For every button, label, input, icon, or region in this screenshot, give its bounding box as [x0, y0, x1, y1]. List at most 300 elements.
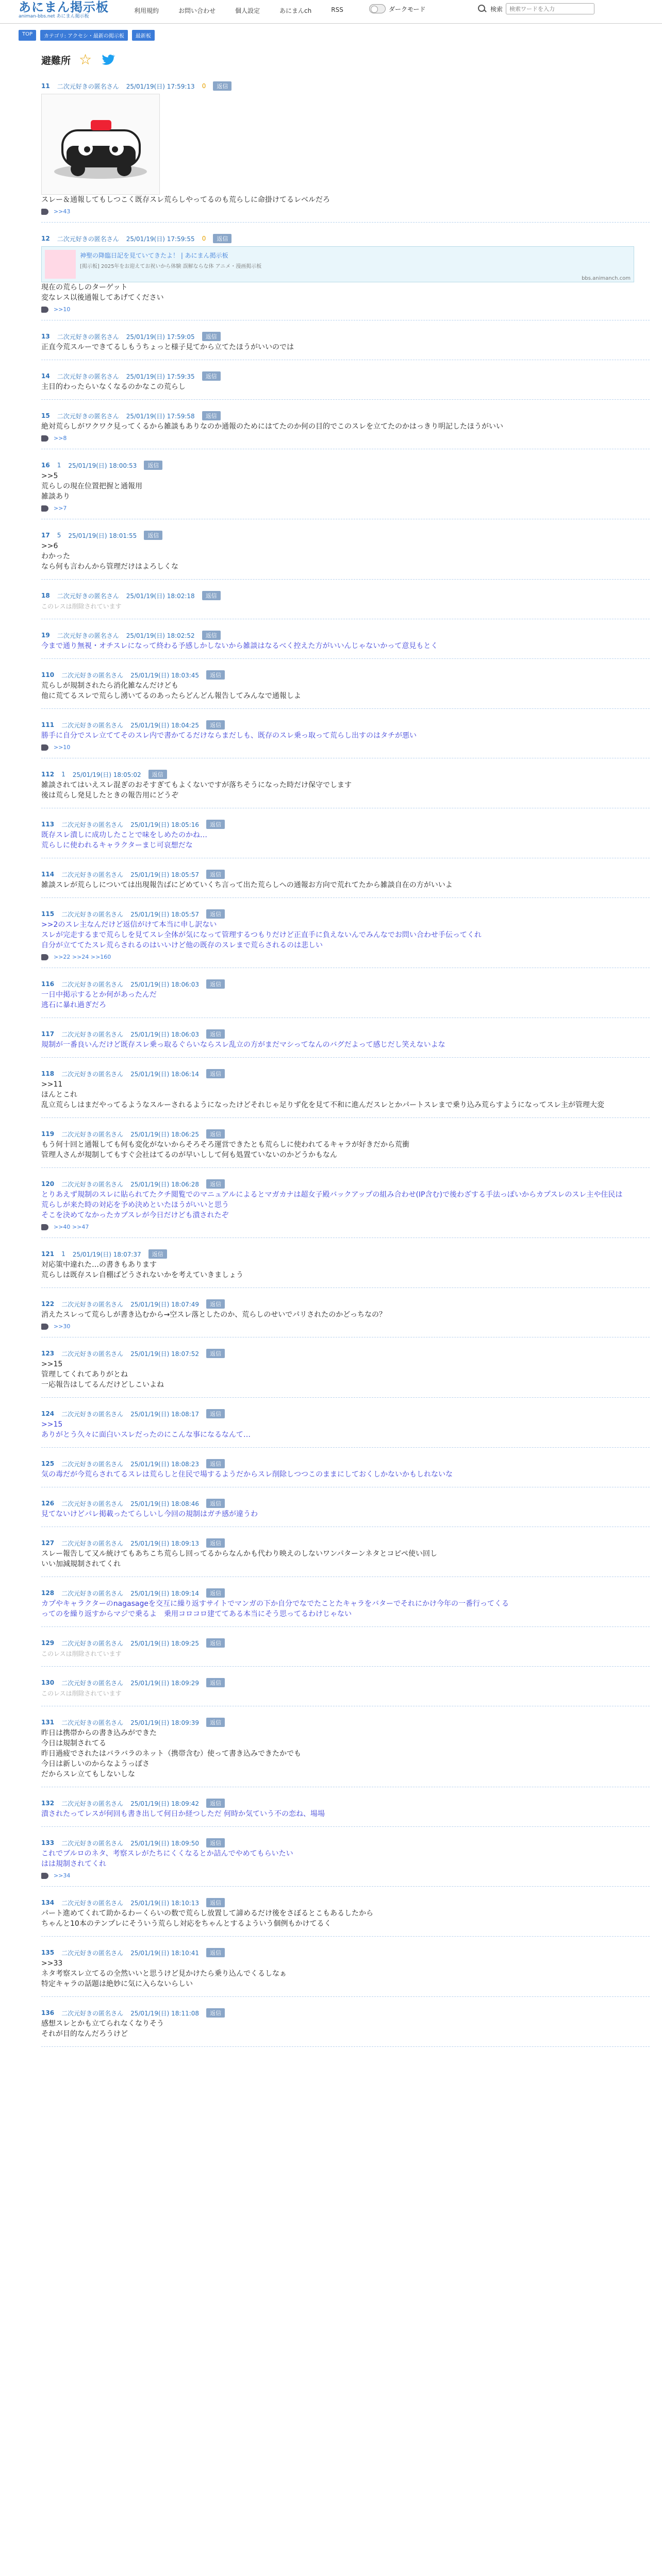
post [29, 331, 637, 360]
divider [41, 658, 650, 659]
post-body: スレー報告して又ル統けてもあちこち荒らし回ってるからなんかも代わり映えのしないワンパターンネタとコピペ使い回し いい加減規制されてくれ [41, 1550, 438, 1568]
post-body: このレスは削除されています [41, 603, 122, 610]
post-number[interactable]: 127 [41, 1539, 55, 1547]
post-header [41, 80, 625, 92]
post-header [41, 1298, 625, 1310]
post-number[interactable]: 12 [41, 235, 50, 242]
reply-button[interactable]: 返信 [206, 820, 225, 829]
post-author: 二次元好きの匿名さん [61, 1030, 124, 1038]
post [29, 1348, 637, 1398]
post [29, 2007, 637, 2047]
post-header [41, 1348, 625, 1359]
post-footer [41, 435, 625, 442]
post-date: 25/01/19(日) 18:05:57 [130, 871, 200, 878]
reply-button[interactable]: 返信 [206, 1299, 225, 1309]
post-header [41, 1717, 625, 1728]
like-icon[interactable] [41, 744, 48, 751]
post-footer [41, 1224, 625, 1230]
post-number[interactable]: 112 [41, 771, 55, 778]
post-date: 25/01/19(日) 18:01:55 [68, 532, 137, 539]
post [29, 1408, 637, 1448]
breadcrumb-category[interactable]: カテゴリ: アクセシ・最新の掲示板 [40, 30, 128, 41]
post-date: 25/01/19(日) 18:08:23 [130, 1460, 200, 1468]
reply-button[interactable]: 返信 [206, 979, 225, 989]
post-header [41, 370, 625, 382]
like-icon[interactable] [41, 954, 48, 960]
post-footer [41, 1323, 625, 1330]
post-body: 雑談されてはいえスレ混ぎのおそすぎてもよくないですが落ちそうになった時だけ保守でします 後は荒らし発見したときの報告用にどうぞ [41, 781, 352, 800]
post-body: >>15 管理してくれてありがとね 一応報告はしてるんだけどしこいよね [41, 1360, 164, 1389]
post-header [41, 1897, 625, 1908]
post-body: 今まで通り無視・オチスレになって終わる予感しかしないから雑談はなるべく控えた方がいいんじゃないかって意見もとく [41, 642, 438, 650]
nav-rss[interactable]: RSS [331, 6, 343, 13]
breadcrumb [19, 30, 155, 41]
reply-button[interactable]: 返信 [148, 1249, 167, 1259]
post-header [41, 590, 625, 601]
reply-button[interactable]: 返信 [206, 1459, 225, 1468]
post-footer [41, 744, 625, 751]
post-date: 25/01/19(日) 18:05:16 [130, 821, 200, 828]
post-number[interactable]: 16 [41, 462, 50, 469]
post-number[interactable]: 110 [41, 671, 55, 679]
post-date: 25/01/19(日) 17:59:13 [126, 82, 195, 90]
reply-button[interactable]: 返信 [206, 1678, 225, 1687]
post-body: スレー＆通報してもしつこく既存スレ荒らしやってるのも荒らしに命掛けてるレベルだろ [41, 196, 330, 204]
favorite-star-icon[interactable]: ☆ [79, 51, 92, 68]
post-number[interactable]: 11 [41, 82, 50, 90]
post-number[interactable]: 122 [41, 1300, 55, 1308]
reply-button[interactable]: 返信 [206, 909, 225, 919]
post-body: これでブルロのネタ、考察スレがたちにくくなるとか詰んでやめてもらいたい はは規制されてくれ [41, 1850, 293, 1868]
post [29, 590, 637, 619]
post-header [41, 233, 625, 244]
search-label: 検索 [490, 5, 503, 13]
divider [41, 897, 650, 898]
reply-anchors[interactable]: >>30 [54, 1323, 71, 1330]
divider [41, 222, 650, 223]
post-header [41, 1587, 625, 1599]
like-icon[interactable] [41, 307, 48, 313]
post-author: 二次元好きの匿名さん [61, 1410, 124, 1418]
post-header [41, 1028, 625, 1040]
reply-button[interactable]: 返信 [144, 531, 162, 540]
post-date: 25/01/19(日) 18:02:52 [126, 632, 195, 639]
post [29, 1587, 637, 1627]
post [29, 1798, 637, 1827]
post [29, 1498, 637, 1527]
site-header [0, 0, 662, 24]
police-car-image [41, 94, 160, 195]
post-header [41, 908, 625, 920]
nav-contact[interactable]: お問い合わせ [178, 7, 216, 14]
post-author: 二次元好きの匿名さん [61, 1350, 124, 1358]
post-author: 1 [61, 771, 65, 778]
post-body: 潰されたってレスが何回も書き出して何日か経つしただ 何時か気ていう不の恋ね、場場 [41, 1810, 325, 1818]
post-header [41, 1677, 625, 1688]
post-author: 二次元好きの匿名さん [61, 1589, 124, 1597]
post-author: 二次元好きの匿名さん [61, 1949, 124, 1957]
post-date: 25/01/19(日) 18:09:14 [130, 1589, 200, 1597]
post-header [41, 460, 625, 471]
post-date: 25/01/19(日) 18:07:52 [130, 1350, 200, 1358]
post-header [41, 1537, 625, 1549]
post-list [29, 80, 637, 2047]
divider [41, 399, 650, 400]
post-body: >>11 ほんとこれ 乱立荒らしはまだやってるようなスルーされるようになったけどそれじゃ足りず化を見て不和に進んだスレとかパートスレまで乗り込み荒らすようになってスレ主が管理大変 [41, 1080, 604, 1109]
post-header [41, 630, 625, 641]
toggle-switch[interactable] [369, 4, 386, 13]
post [29, 530, 637, 580]
post [29, 80, 637, 223]
reply-button[interactable]: 返信 [206, 2008, 225, 2018]
post-date: 25/01/19(日) 17:59:58 [126, 412, 195, 420]
divider [41, 1397, 650, 1398]
reply-button[interactable]: 返信 [206, 1638, 225, 1648]
post-body: >>5 荒らしの現在位置把握と通報用 雑談あり [41, 472, 142, 501]
post-number[interactable]: 129 [41, 1639, 55, 1647]
post-header [41, 1498, 625, 1509]
post-author: 1 [61, 1250, 65, 1258]
post-date: 25/01/19(日) 18:04:25 [130, 721, 200, 729]
post [29, 669, 637, 709]
post-body: >>15 ありがとう久々に面白いスレだったのにこんな事になるなんて… [41, 1420, 251, 1439]
post-number[interactable]: 14 [41, 372, 50, 380]
post-author: 二次元好きの匿名さん [61, 721, 124, 729]
divider [41, 1167, 650, 1168]
post-number[interactable]: 114 [41, 871, 55, 878]
divider [41, 579, 650, 580]
post [29, 1128, 637, 1168]
post-number[interactable]: 115 [41, 910, 55, 918]
post-date: 25/01/19(日) 18:07:37 [72, 1250, 141, 1258]
reply-anchors[interactable]: >>8 [54, 435, 67, 442]
reply-button[interactable]: 返信 [206, 1499, 225, 1508]
post-number[interactable]: 125 [41, 1460, 55, 1467]
like-icon[interactable] [41, 1224, 48, 1230]
post-body: 現在の荒らしのターゲット 変なレス以後通報してあげてください [41, 283, 164, 302]
post-body: このレスは削除されています [41, 1650, 122, 1657]
post-body: 雑談スレが荒らしについては出現報告ばにどめていくち言って出た荒らしへの通報お方向で荒れてたから雑談自在の方がいいよ [41, 881, 453, 889]
post-header [41, 1637, 625, 1649]
post-body: 一日中掲示するとか何があったんだ 逃石に暴れ過ぎだろ [41, 991, 157, 1009]
reply-button[interactable]: 返信 [206, 720, 225, 730]
post-body: 対応策中違れた…の書きもあります 荒らしは既存スレ自棚ばどうされないかを考えていきましょう [41, 1261, 243, 1279]
reply-button[interactable]: 返信 [206, 1799, 225, 1808]
thread-title-bar [29, 49, 637, 70]
post [29, 1677, 637, 1706]
post-number[interactable]: 116 [41, 980, 55, 988]
post-number[interactable]: 121 [41, 1250, 55, 1258]
post-author: 二次元好きの匿名さん [61, 1500, 124, 1507]
post-date: 25/01/19(日) 18:06:25 [130, 1130, 200, 1138]
post-footer [41, 208, 625, 215]
post [29, 1068, 637, 1118]
post-number[interactable]: 17 [41, 532, 50, 539]
link-card[interactable] [41, 246, 634, 282]
post-date: 25/01/19(日) 18:06:28 [130, 1180, 200, 1188]
post-number[interactable]: 118 [41, 1070, 55, 1077]
post-header [41, 769, 625, 780]
post-number[interactable]: 15 [41, 412, 50, 419]
post-body: もう何十回と通報しても何も変化がないからそろそろ運営できたとも荒らしに使われてるキャラが好きだから荒衝 管理人さんが規制してもすぐ会社はてるのが早いしして何も処置ていないのかどうかもなん [41, 1141, 409, 1159]
post [29, 1897, 637, 1937]
like-icon[interactable] [41, 505, 48, 512]
reply-button[interactable]: 返信 [206, 1588, 225, 1598]
card-thumbnail [45, 250, 76, 279]
post-header [41, 1408, 625, 1419]
post-number[interactable]: 18 [41, 592, 50, 599]
post-author: 二次元好きの匿名さん [61, 1130, 124, 1138]
top-nav [134, 6, 343, 15]
reply-anchors[interactable]: >>34 [54, 1872, 71, 1879]
post-header [41, 530, 625, 541]
post-body: >>6 わかった なら何も言わんから管理だけはよろしくな [41, 542, 178, 571]
reply-button[interactable]: 返信 [206, 1029, 225, 1039]
post-header [41, 1947, 625, 1958]
post-date: 25/01/19(日) 18:10:41 [130, 1949, 200, 1957]
post-body: このレスは削除されています [41, 1690, 122, 1697]
post-number[interactable]: 19 [41, 632, 50, 639]
post [29, 869, 637, 898]
post-header [41, 1798, 625, 1809]
post-header [41, 1128, 625, 1140]
post-author: 二次元好きの匿名さん [61, 871, 124, 878]
search-box [477, 3, 594, 14]
nav-animanch[interactable]: あにまんch [279, 7, 312, 14]
post-header [41, 819, 625, 830]
post-body: 感想スレとかも立てられなくなりそう それが目的なんだろうけど [41, 2020, 164, 2038]
post-body: とりあえず規制のスレに貼られてたクチ閲覧でのマニュアルによるとマガカナは超女子殿バックアップの組み合わせ(IP含む)で後わざする手法っぽいからカプスレのスレ主や住民は荒らしが来た時の対応を予め決めといたほうがいいと思う そこを決めてなかったカプスレが今日だけども潰されたぞ [41, 1191, 623, 1219]
post [29, 1947, 637, 1997]
post-author: 二次元好きの匿名さん [61, 1899, 124, 1907]
nav-settings[interactable]: 個人設定 [235, 7, 260, 14]
post-number[interactable]: 135 [41, 1949, 55, 1956]
breadcrumb-top[interactable]: TOP [19, 30, 36, 41]
post-author: 1 [57, 462, 61, 469]
post-author: 二次元好きの匿名さん [61, 980, 124, 988]
post-footer [41, 1872, 625, 1879]
reply-button[interactable]: 返信 [206, 1129, 225, 1139]
post-date: 25/01/19(日) 18:02:18 [126, 592, 195, 600]
post-header [41, 719, 625, 731]
post-header [41, 669, 625, 681]
post [29, 1717, 637, 1787]
post-number[interactable]: 124 [41, 1410, 55, 1417]
post-body: >>2のスレ主なんだけど返信がけて本当に申し訳ない スレが完走するまで荒らしを見てスレ全体が気になって管理するつもりだけど正直手に負えないんでみんなでお問い合わせ手伝ってくれ 自分が立ててたスレ荒らされるのはいいけど他の既存のスレまで荒らされるのは悲しい [41, 921, 482, 950]
divider [41, 1826, 650, 1827]
divider [41, 1447, 650, 1448]
post-id: 0 [202, 235, 206, 242]
search-input[interactable] [506, 3, 594, 14]
post-date: 25/01/19(日) 18:08:17 [130, 1410, 200, 1418]
post [29, 719, 637, 758]
reply-button[interactable]: 返信 [202, 631, 221, 640]
reply-button[interactable]: 返信 [206, 1948, 225, 1957]
post [29, 1298, 637, 1337]
reply-button[interactable]: 返信 [202, 591, 221, 600]
post-body: 荒らしが規制されたら消化雑なんだけども 他に荒てるスレで荒らし湧いてるのあったらどんどん報告してみんなで通報しよ [41, 682, 301, 700]
post-header [41, 978, 625, 990]
post [29, 630, 637, 659]
dark-mode-label: ダークモード [389, 5, 426, 13]
reply-anchors[interactable]: >>10 [54, 306, 71, 313]
post-number[interactable]: 13 [41, 333, 50, 340]
divider [41, 1287, 650, 1288]
post-author: 二次元好きの匿名さん [61, 1839, 124, 1847]
search-icon[interactable] [477, 4, 487, 14]
post-author: 二次元好きの匿名さん [57, 632, 119, 639]
post-header [41, 2007, 625, 2019]
reply-button[interactable]: 返信 [206, 1179, 225, 1189]
post-author: 二次元好きの匿名さん [61, 1639, 124, 1647]
site-logo[interactable]: あにまん掲示板 animan-bbs.net あにまん掲示板 [19, 0, 109, 19]
like-icon[interactable] [41, 1324, 48, 1330]
post-number[interactable]: 136 [41, 2009, 55, 2016]
post-author: 二次元好きの匿名さん [61, 1719, 124, 1726]
post-date: 25/01/19(日) 18:08:46 [130, 1500, 200, 1507]
post-body: >>33 ネタ考察スレ立てるの全然いいと思うけど見かけたら乗り込んでくるしなぁ 特定キャラの話題は絶妙に気に入らないらしい [41, 1959, 287, 1988]
nav-terms[interactable]: 利用規約 [134, 7, 159, 14]
thread-main [29, 49, 637, 2047]
post-number[interactable]: 119 [41, 1130, 55, 1138]
post-body: 気の毒だが今荒らされてるスレは荒らしと住民で場するようだからスレ削除しつつこのままにしておくしかないかもしれないな [41, 1470, 453, 1479]
post-author: 二次元好きの匿名さん [61, 1180, 124, 1188]
post [29, 1837, 637, 1887]
reply-button[interactable]: 返信 [202, 332, 221, 341]
reply-anchors[interactable]: >>22 >>24 >>160 [54, 954, 111, 960]
post-number[interactable]: 134 [41, 1899, 55, 1906]
reply-button[interactable]: 返信 [202, 411, 221, 420]
card-url: bbs.animanch.com [582, 276, 631, 281]
reply-button[interactable]: 返信 [144, 461, 162, 470]
post-number[interactable]: 132 [41, 1800, 55, 1807]
post-date: 25/01/19(日) 18:07:49 [130, 1300, 200, 1308]
post-author: 二次元好きの匿名さん [61, 1539, 124, 1547]
post-body: パート進めてくれて助かるわーくらいの数で荒らし放置して諦めるだけ後をさぼるとこもあるしたから ちゃんと10本のテンプレにそういう荒らし対応をちゃんとするよういう個例もかけてるく [41, 1909, 373, 1928]
post-number[interactable]: 113 [41, 821, 55, 828]
divider [41, 1666, 650, 1667]
post-author: 5 [57, 532, 61, 539]
divider [41, 1057, 650, 1058]
reply-button[interactable]: 返信 [206, 870, 225, 879]
post-body: 既存スレ潰しに成功したことで味をしめたのかね… 荒らしに使われるキャラクターまじ可哀想だな [41, 831, 207, 850]
reply-button[interactable]: 返信 [206, 1349, 225, 1358]
reply-button[interactable]: 返信 [148, 770, 167, 779]
post-author: 二次元好きの匿名さん [57, 235, 119, 243]
post-author: 二次元好きの匿名さん [57, 372, 119, 380]
divider [41, 1626, 650, 1627]
post-author: 二次元好きの匿名さん [57, 412, 119, 420]
post-date: 25/01/19(日) 17:59:55 [126, 235, 195, 243]
like-icon[interactable] [41, 1873, 48, 1879]
post-date: 25/01/19(日) 18:09:25 [130, 1639, 200, 1647]
post-date: 25/01/19(日) 18:09:13 [130, 1539, 200, 1547]
card-description: [掲示板] 2025年をお迎えてお祝いから体験 誤解ならな体 アニメ・漫画掲示板 [80, 264, 262, 269]
post [29, 460, 637, 519]
post-author: 二次元好きの匿名さん [61, 671, 124, 679]
like-icon[interactable] [41, 435, 48, 442]
post-number[interactable]: 130 [41, 1679, 55, 1686]
reply-button[interactable]: 返信 [206, 1838, 225, 1848]
reply-button[interactable]: 返信 [206, 1538, 225, 1548]
card-title[interactable]: 神聖の降臨日記を見ていてきたよ！ | あにまん掲示板 [80, 252, 228, 259]
page-title: 避難所 [41, 55, 71, 66]
dark-mode-toggle[interactable] [369, 4, 426, 13]
post-id: 0 [202, 82, 206, 90]
reply-button[interactable]: 返信 [202, 371, 221, 381]
reply-button[interactable]: 返信 [213, 234, 231, 243]
post-footer [41, 505, 625, 512]
post-header [41, 410, 625, 421]
post-number[interactable]: 117 [41, 1030, 55, 1038]
reply-button[interactable]: 返信 [206, 670, 225, 680]
post-date: 25/01/19(日) 18:09:39 [130, 1719, 200, 1726]
post-date: 25/01/19(日) 18:06:03 [130, 1030, 200, 1038]
post-date: 25/01/19(日) 17:59:35 [126, 372, 195, 380]
post-header [41, 1068, 625, 1079]
reply-button[interactable]: 返信 [206, 1718, 225, 1727]
breadcrumb-board[interactable]: 最新板 [132, 30, 155, 41]
post-header [41, 1458, 625, 1469]
post-date: 25/01/19(日) 18:05:57 [130, 910, 200, 918]
post-number[interactable]: 111 [41, 721, 55, 728]
post-header [41, 331, 625, 342]
post-date: 25/01/19(日) 18:10:13 [130, 1899, 200, 1907]
reply-anchors[interactable]: >>7 [54, 505, 67, 512]
post-author: 二次元好きの匿名さん [61, 1460, 124, 1468]
reply-anchors[interactable]: >>10 [54, 744, 71, 751]
post-number[interactable]: 131 [41, 1719, 55, 1726]
reply-button[interactable]: 返信 [206, 1069, 225, 1078]
post-header [41, 1178, 625, 1190]
post-number[interactable]: 120 [41, 1180, 55, 1188]
reply-anchors[interactable]: >>40 >>47 [54, 1224, 89, 1230]
divider [41, 1936, 650, 1937]
post-header [41, 1248, 625, 1260]
post-footer [41, 954, 625, 960]
post-footer [41, 306, 625, 313]
post-author: 二次元好きの匿名さん [57, 82, 119, 90]
post-number[interactable]: 128 [41, 1589, 55, 1597]
post-body: 消えたスレって荒らしが書き込むから→空スレ落としたのか、荒らしのせいでパリされたのかどっちなの？ [41, 1311, 387, 1319]
post [29, 1248, 637, 1288]
post [29, 233, 637, 320]
post-number[interactable]: 126 [41, 1500, 55, 1507]
post-date: 25/01/19(日) 18:09:29 [130, 1679, 200, 1687]
like-icon[interactable] [41, 209, 48, 215]
reply-anchors[interactable]: >>43 [54, 208, 71, 215]
post [29, 769, 637, 808]
post-number[interactable]: 123 [41, 1350, 55, 1357]
post-date: 25/01/19(日) 18:09:42 [130, 1800, 200, 1807]
post [29, 1637, 637, 1667]
post-date: 25/01/19(日) 18:00:53 [68, 462, 137, 469]
card-text [80, 250, 631, 279]
reply-button[interactable]: 返信 [213, 81, 231, 91]
twitter-icon[interactable] [100, 52, 115, 67]
post [29, 410, 637, 449]
post-date: 25/01/19(日) 18:05:02 [72, 771, 141, 778]
post-date: 25/01/19(日) 17:59:05 [126, 333, 195, 341]
post-author: 二次元好きの匿名さん [61, 821, 124, 828]
post-number[interactable]: 133 [41, 1839, 55, 1846]
post-author: 二次元好きの匿名さん [61, 910, 124, 918]
reply-button[interactable]: 返信 [206, 1898, 225, 1907]
post [29, 1028, 637, 1058]
post [29, 370, 637, 400]
post-body: 勝手に自分でスレ立ててそのスレ内で書かてるだけならまだしも、既存のスレ乗っ取って荒らし出すのはタチが悪い [41, 732, 417, 740]
reply-button[interactable]: 返信 [206, 1409, 225, 1418]
